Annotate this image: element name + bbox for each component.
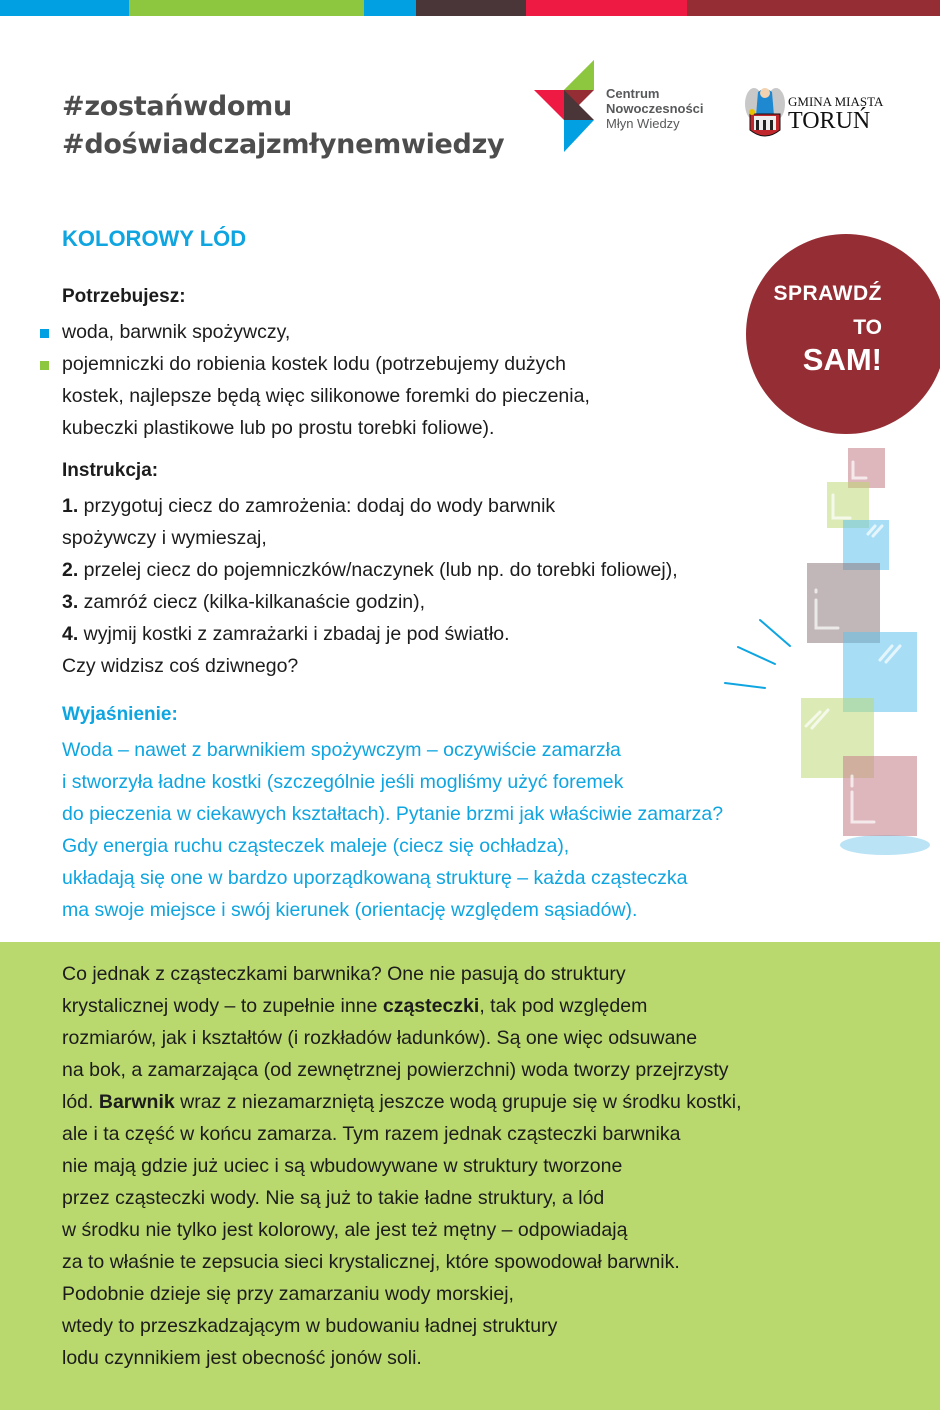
instructions-list: [62, 490, 678, 682]
paragraph-line: [62, 1342, 742, 1374]
logo-line: GMINA MIASTA: [788, 94, 884, 109]
explanation-line: do pieczenia w ciekawych kształtach). Pytanie brzmi jak właściwie zamarza?: [62, 803, 724, 825]
explanation-line: Gdy energia ruchu cząsteczek maleje (ciecz się ochładza),: [62, 835, 570, 857]
badge-line: SPRAWDŹ: [773, 282, 882, 305]
color-stripe: [526, 0, 687, 16]
torun-coat-of-arms-icon: [744, 86, 786, 142]
step-line: [62, 490, 678, 522]
step-line: [62, 618, 678, 650]
list-item-line: pojemniczki do robienia kostek lodu (potrzebujemy dużych: [62, 353, 567, 375]
text-segment: Co jednak z cząsteczkami barwnika? One nie pasują do struktury: [62, 963, 626, 985]
color-stripe: [0, 0, 129, 16]
paragraph-line: [62, 1022, 742, 1054]
instructions-heading: Instrukcja:: [62, 460, 159, 481]
list-item: [62, 316, 590, 348]
text-segment: na bok, a zamarzająca (od zewnętrznej powierzchni) woda tworzy przejrzysty: [62, 1059, 729, 1081]
paragraph-line: [62, 958, 742, 990]
text-segment: lód.: [62, 1091, 99, 1113]
logo-line: Centrum: [606, 86, 660, 101]
logo-line: TORUŃ: [788, 108, 871, 134]
paragraph-line: [62, 990, 742, 1022]
color-stripe: [129, 0, 364, 16]
color-stripe: [416, 0, 526, 16]
bold-term: cząsteczki: [382, 995, 480, 1017]
text-segment: przez cząsteczki wody. Nie są już to takie ładne struktury, a lód: [62, 1187, 605, 1209]
sparkle-lines-icon: [725, 620, 790, 688]
color-stripe: [364, 0, 416, 16]
step-text: przygotuj ciecz do zamrożenia: dodaj do wody barwnik: [78, 495, 556, 517]
text-segment: w środku nie tylko jest kolorowy, ale jest też mętny – odpowiadają: [62, 1219, 628, 1241]
explanation-line: układają się one w bardzo uporządkowaną strukturę – każda cząsteczka: [62, 867, 688, 889]
step-text: przelej ciecz do pojemniczków/naczynek (lub np. do torebki foliowej),: [78, 559, 678, 581]
paragraph-line: [62, 1118, 742, 1150]
text-segment: wraz z niezamarzniętą jeszcze wodą grupuje się w środku kostki,: [174, 1091, 742, 1113]
text-segment: rozmiarów, jak i kształtów (i rozkładów ładunków). Są one więc odsuwane: [62, 1027, 698, 1049]
square-bullet-icon: [40, 361, 49, 370]
list-item-line: kubeczki plastikowe lub po prostu torebki foliowe).: [62, 417, 495, 439]
explanation-heading: Wyjaśnienie:: [62, 704, 178, 725]
hashtags: [62, 88, 504, 164]
paragraph-line: [62, 1278, 742, 1310]
needs-list: [62, 316, 590, 444]
text-segment: lodu czynnikiem jest obecność jonów soli.: [62, 1347, 422, 1369]
ice-cubes-illustration: [720, 440, 940, 860]
step-number: 1.: [62, 495, 79, 517]
logo-gmina-torun: [744, 86, 894, 142]
explanation-text: [62, 734, 723, 926]
explanation-line: Woda – nawet z barwnikiem spożywczym – oczywiście zamarzła: [62, 739, 621, 761]
text-segment: nie mają gdzie już uciec i są wbudowywane w struktury tworzone: [62, 1155, 623, 1177]
paragraph-line: [62, 1182, 742, 1214]
ice-cube-red: [843, 756, 917, 836]
logo-line: Młyn Wiedzy: [606, 116, 680, 131]
step-line: [62, 650, 678, 682]
paragraph-line: [62, 1150, 742, 1182]
step-text: spożywczy i wymieszaj,: [62, 527, 267, 549]
paragraph-line: [62, 1054, 742, 1086]
square-bullet-icon: [40, 329, 49, 338]
text-segment: ale i ta część w końcu zamarza. Tym razem jednak cząsteczki barwnika: [62, 1123, 681, 1145]
text-segment: krystalicznej wody – to zupełnie inne: [62, 995, 383, 1017]
step-number: 2.: [62, 559, 79, 581]
hashtag-stay-home: #zostańwdomu: [62, 91, 292, 122]
try-it-yourself-badge: [746, 234, 940, 434]
step-line: [62, 522, 678, 554]
paragraph-line: [62, 1310, 742, 1342]
logo-line: Nowoczesności: [606, 101, 704, 116]
page-title: KOLOROWY LÓD: [62, 226, 247, 251]
pinwheel-logo-icon: [530, 60, 606, 156]
needs-heading: Potrzebujesz:: [62, 286, 186, 307]
step-number: 3.: [62, 591, 79, 613]
text-segment: Podobnie dzieje się przy zamarzaniu wody morskiej,: [62, 1283, 514, 1305]
list-item-line: kostek, najlepsze będą więc silikonowe foremki do pieczenia,: [62, 385, 590, 407]
bold-term: Barwnik: [98, 1091, 175, 1113]
step-line: [62, 586, 678, 618]
hashtag-experience: #doświadczajzmłynemwiedzy: [62, 129, 505, 160]
list-item-line: woda, barwnik spożywczy,: [62, 321, 291, 343]
list-item: [62, 348, 590, 444]
logo-centrum-nowoczesnosci: [530, 60, 730, 156]
step-line: [62, 554, 678, 586]
paragraph-line: [62, 1246, 742, 1278]
text-segment: wtedy to przeszkadzającym w budowaniu ładnej struktury: [62, 1315, 558, 1337]
paragraph-line: [62, 1214, 742, 1246]
top-color-bar: [0, 0, 940, 16]
explanation-line: ma swoje miejsce i swój kierunek (orientację względem sąsiadów).: [62, 899, 638, 921]
step-text: Czy widzisz coś dziwnego?: [62, 655, 299, 677]
paragraph-line: [62, 1086, 742, 1118]
step-text: wyjmij kostki z zamrażarki i zbadaj je pod światło.: [78, 623, 510, 645]
ice-shadow: [840, 835, 930, 855]
step-text: zamróź ciecz (kilka-kilkanaście godzin),: [78, 591, 426, 613]
step-number: 4.: [62, 623, 79, 645]
ice-cube-brown: [807, 563, 880, 643]
badge-line: SAM!: [802, 342, 882, 377]
text-segment: za to właśnie te zepsucia sieci krystalicznej, które spowodował barwnik.: [62, 1251, 680, 1273]
explanation-line: i stworzyła ładne kostki (szczególnie jeśli mogliśmy użyć foremek: [62, 771, 624, 793]
text-segment: , tak pod względem: [479, 995, 648, 1017]
badge-line: TO: [853, 316, 882, 339]
color-stripe: [687, 0, 940, 16]
green-section-text: [62, 958, 742, 1374]
